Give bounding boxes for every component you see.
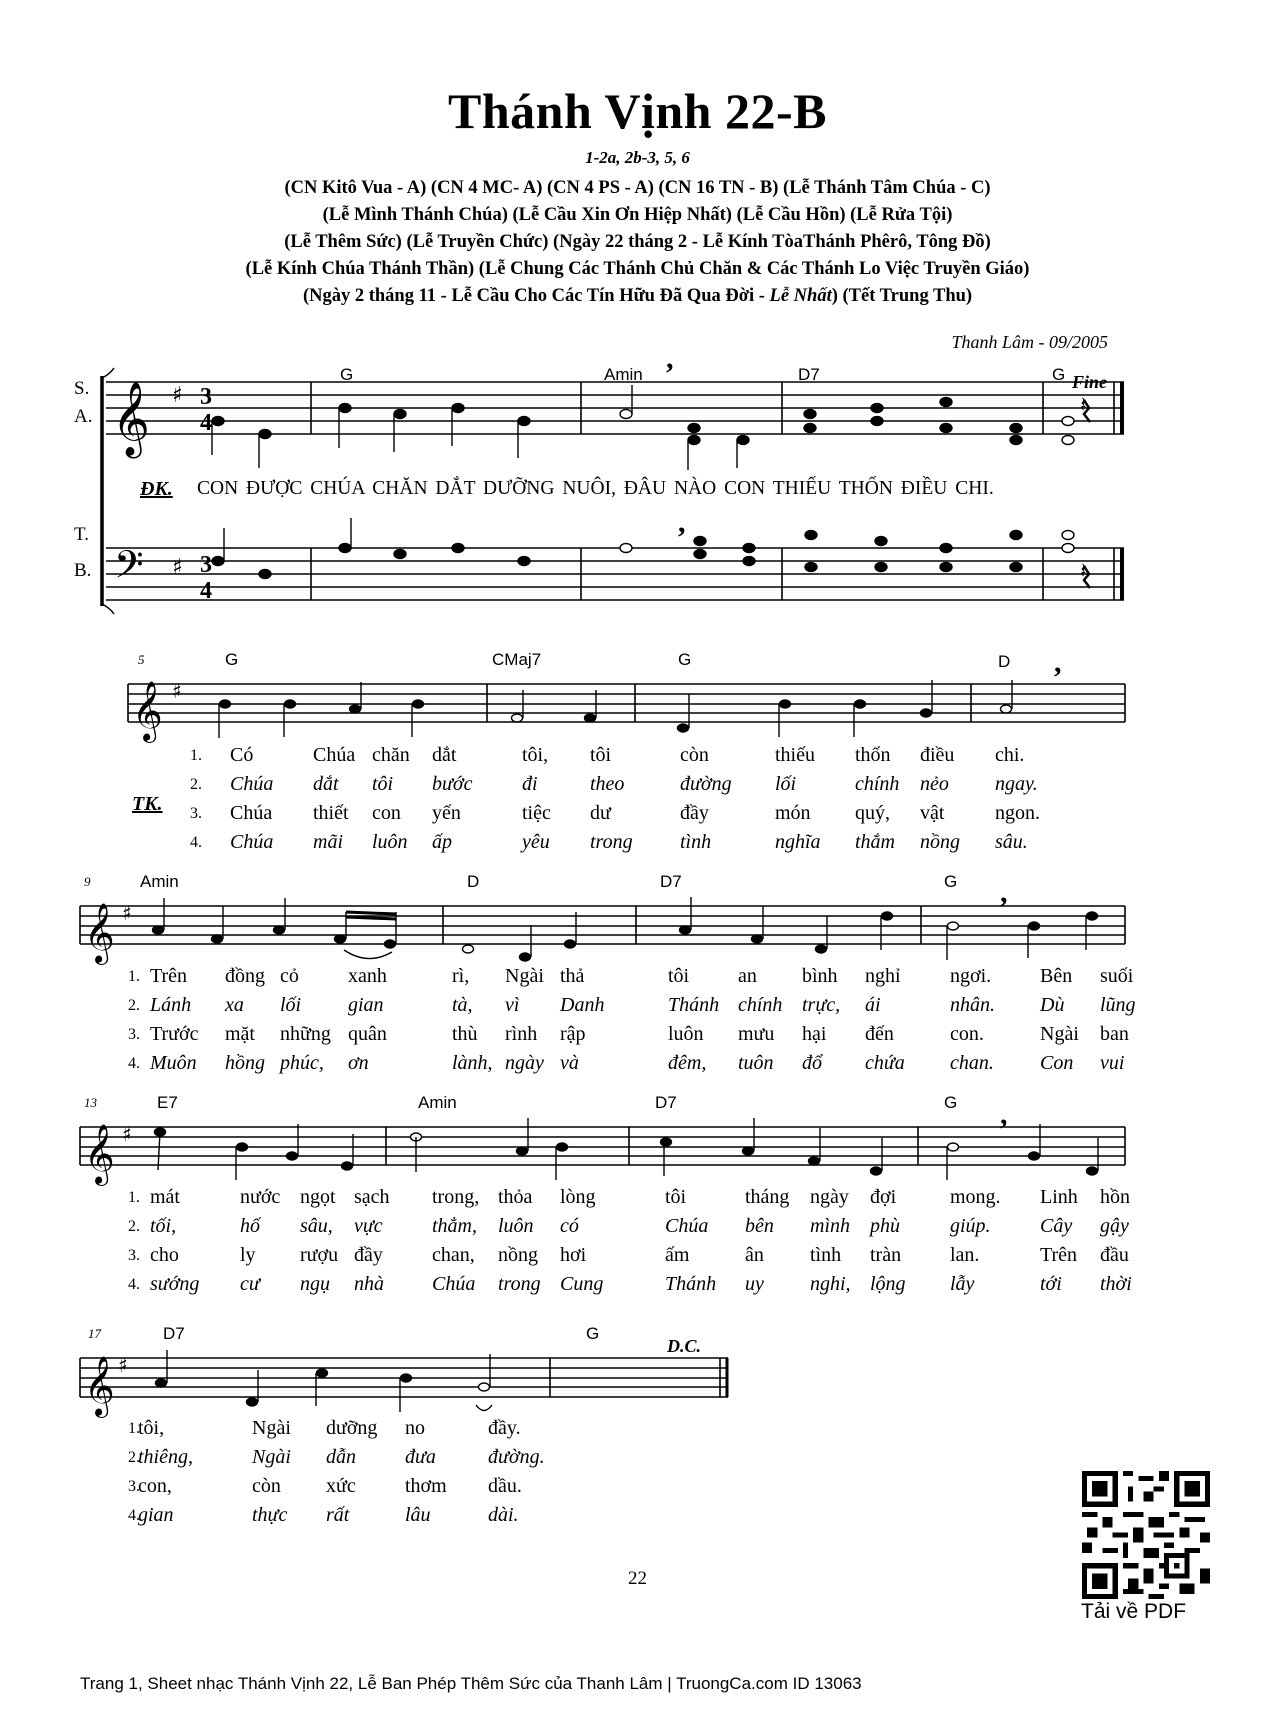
lyric-syllable: tình <box>680 831 712 853</box>
verse-number: 1. <box>190 747 202 764</box>
lyric-syllable: tối, <box>150 1215 177 1237</box>
chord-symbol: Amin <box>604 365 643 384</box>
lyric-syllable: thù <box>452 1023 478 1045</box>
lyric-syllable: nghi, <box>810 1273 851 1295</box>
lyric-syllable: vì <box>505 994 520 1016</box>
svg-text:4: 4 <box>200 578 212 604</box>
lyric-syllable: lối <box>280 994 302 1016</box>
lyric-syllable: tôi <box>372 773 394 795</box>
treble-clef-icon: 𝄞 <box>112 382 150 456</box>
lyric-syllable: nồng <box>498 1244 538 1266</box>
quarter-rest-icon: 𝄽 <box>1080 559 1087 584</box>
qr-code-icon <box>1082 1470 1210 1600</box>
lyric-syllable: nước <box>240 1186 281 1208</box>
composer-credit: Thanh Lâm - 09/2005 <box>951 332 1108 352</box>
breath-mark-icon: , <box>666 342 674 375</box>
lyric-syllable: thỏa <box>498 1186 533 1208</box>
chord-symbol: Amin <box>140 872 179 891</box>
lyric-syllable: dưỡng <box>326 1417 378 1439</box>
fine-marker: Fine <box>1072 372 1108 392</box>
lyric-syllable: chan, <box>432 1244 475 1266</box>
lyric-syllable: dẫn <box>326 1446 356 1468</box>
svg-text:3: 3 <box>200 552 212 578</box>
lyric-syllable: sâu, <box>300 1215 333 1237</box>
verse-number: 4. <box>190 834 202 851</box>
lyric-syllable: mưu <box>738 1023 775 1045</box>
lyric-syllable: Dù <box>1040 994 1065 1016</box>
sharp-icon: ♯ <box>122 1122 132 1146</box>
lyric-syllable: mình <box>810 1215 850 1237</box>
lyric-syllable: đường. <box>488 1446 545 1468</box>
lyric-syllable: rì, <box>452 965 470 987</box>
da-capo-marker: D.C. <box>667 1336 702 1356</box>
lyric-syllable: thiêng, <box>138 1446 193 1468</box>
chord-symbol: CMaj7 <box>492 650 542 669</box>
lyric-syllable: cỏ <box>280 965 299 987</box>
lyric-syllable: Ngài <box>252 1446 291 1468</box>
lyric-syllable: Chúa <box>432 1273 476 1295</box>
chord-symbol: D <box>998 652 1011 671</box>
lyric-syllable: Cây <box>1040 1215 1073 1237</box>
page-footer: Trang 1, Sheet nhạc Thánh Vịnh 22, Lễ Ban Phép Thêm Sức của Thanh Lâm | TruongCa.com ID 13063 <box>80 1674 862 1693</box>
lyric-syllable: tà, <box>452 994 473 1016</box>
lyric-syllable: trực, <box>802 994 841 1016</box>
lyric-syllable: tiệc <box>522 802 551 824</box>
lyric-syllable: thời <box>1100 1273 1132 1295</box>
verse-number: 4. <box>128 1055 140 1072</box>
lyric-syllable: quân <box>348 1023 387 1045</box>
lyric-syllable: ấp <box>432 831 452 853</box>
occasion-line: (Lễ Mình Thánh Chúa) (Lễ Cầu Xin Ơn Hiệp Nhất) (Lễ Cầu Hồn) (Lễ Rửa Tội) <box>322 205 953 225</box>
lyric-syllable: mãi <box>313 831 343 853</box>
occasion-line: (Ngày 2 tháng 11 - Lễ Cầu Cho Các Tín Hữu Đã Qua Đời - Lễ Nhất) (Tết Trung Thu) <box>302 286 973 306</box>
lyric-syllable: Chúa <box>230 831 274 853</box>
lyric-syllable: Con <box>1040 1052 1074 1074</box>
lyric-syllable: món <box>775 802 811 824</box>
lyric-syllable: rượu <box>300 1244 339 1266</box>
chord-symbol: G <box>944 872 958 891</box>
treble-clef-icon: 𝄞 <box>84 1356 115 1416</box>
lyric-syllable: yêu <box>522 831 550 853</box>
lyric-syllable: yến <box>432 802 461 824</box>
svg-text:3: 3 <box>200 384 212 410</box>
chord-symbol: D7 <box>798 365 820 384</box>
lyric-syllable: vui <box>1100 1052 1125 1074</box>
quarter-rest-icon: 𝄽 <box>1080 393 1087 418</box>
breath-mark-icon: , <box>1054 646 1062 679</box>
measure-number: 9 <box>84 874 91 889</box>
lyric-syllable: thẳm, <box>432 1215 477 1237</box>
lyric-syllable: tôi <box>668 965 690 987</box>
lyric-syllable: tuôn <box>738 1052 774 1074</box>
lyric-syllable: rình <box>505 1023 538 1045</box>
lyric-syllable: đưa <box>405 1446 436 1468</box>
treble-clef-icon: 𝄞 <box>84 903 115 963</box>
download-pdf-link[interactable]: Tải về PDF <box>1081 1600 1187 1623</box>
lyric-syllable: Muôn <box>150 1052 197 1074</box>
lyric-syllable: sạch <box>354 1186 390 1208</box>
verse-number: 4. <box>128 1507 140 1524</box>
lyric-syllable: dầu. <box>488 1475 522 1497</box>
verse-number: 2. <box>128 1449 140 1466</box>
breath-mark-icon: , <box>678 506 686 539</box>
verse-number: 3. <box>128 1026 140 1043</box>
lyric-syllable: uy <box>745 1273 764 1295</box>
lyric-syllable: ngay. <box>995 773 1038 795</box>
lyric-syllable: Cung <box>560 1273 604 1295</box>
lyric-syllable: đường <box>680 773 732 795</box>
fermata-icon <box>476 1405 492 1411</box>
lyric-syllable: Trước <box>150 1023 199 1045</box>
lyric-syllable: ban <box>1100 1023 1129 1045</box>
lyric-syllable: Chúa <box>313 744 356 766</box>
lyric-syllable: hố <box>240 1215 260 1237</box>
lyric-syllable: gian <box>138 1504 174 1526</box>
lyric-syllable: lòng <box>560 1186 596 1208</box>
lyric-syllable: mong. <box>950 1186 1001 1208</box>
voice-label-alto: A. <box>74 406 93 427</box>
voice-label-soprano: S. <box>74 378 90 399</box>
lyric-syllable: hại <box>802 1023 827 1045</box>
lyric-syllable: nghỉ <box>865 965 901 987</box>
chord-symbol: G <box>1052 365 1066 384</box>
lyric-syllable: bước <box>432 773 473 795</box>
lyric-syllable: đồng <box>225 965 265 987</box>
lyric-syllable: ngày <box>505 1052 544 1074</box>
lyric-syllable: quý, <box>855 802 890 824</box>
lyric-syllable: ngày <box>810 1186 849 1208</box>
lyric-syllable: hồn <box>1100 1186 1130 1208</box>
lyric-syllable: chứa <box>865 1052 905 1074</box>
sharp-icon: ♯ <box>118 1353 128 1377</box>
lyric-syllable: Linh <box>1040 1186 1078 1208</box>
chord-symbol: G <box>340 365 354 384</box>
lyric-syllable: mát <box>150 1186 180 1208</box>
staff-soprano-alto <box>106 382 1124 434</box>
lyric-syllable: ngọt <box>300 1186 336 1208</box>
lyric-syllable: nhà <box>354 1273 384 1295</box>
lyric-syllable: phù <box>870 1215 900 1237</box>
lyric-syllable: Ngài <box>1040 1023 1079 1045</box>
lyric-syllable: Chúa <box>230 773 274 795</box>
lyric-syllable: luôn <box>498 1215 534 1237</box>
chord-symbol: G <box>225 650 239 669</box>
sharp-icon: ♯ <box>172 679 182 703</box>
lyric-syllable: thả <box>560 965 585 987</box>
lyric-syllable: rập <box>560 1023 586 1045</box>
lyric-syllable: ngơi. <box>950 965 992 987</box>
lyric-syllable: đầy <box>354 1244 383 1266</box>
svg-text:4: 4 <box>200 410 212 436</box>
lyric-syllable: ly <box>240 1244 256 1266</box>
verse-number: 1. <box>128 1420 140 1437</box>
lyric-syllable: tôi <box>590 744 612 766</box>
lyric-syllable: chính <box>738 994 783 1016</box>
lyric-syllable: vật <box>920 802 945 824</box>
lyric-syllable: còn <box>252 1475 281 1497</box>
lyric-syllable: chi. <box>995 744 1025 766</box>
chord-symbol: D7 <box>660 872 682 891</box>
lyric-syllable: thực <box>252 1504 288 1526</box>
lyric-syllable: xanh <box>348 965 387 987</box>
lyric-syllable: chăn <box>372 744 410 766</box>
lyric-syllable: thiếu <box>775 744 815 766</box>
chord-symbol: Amin <box>418 1093 457 1112</box>
lyric-syllable: vực <box>354 1215 383 1237</box>
lyric-syllable: phúc, <box>280 1052 324 1074</box>
lyric-syllable: đầu <box>1100 1244 1129 1266</box>
lyric-syllable: sâu. <box>995 831 1028 853</box>
bass-clef-icon: 𝄢 <box>114 542 144 596</box>
measure-number: 17 <box>88 1326 101 1341</box>
chord-symbol: E7 <box>157 1093 178 1112</box>
lyric-syllable: có <box>560 1215 579 1237</box>
lyric-syllable: mặt <box>225 1023 255 1045</box>
verse-number: 4. <box>128 1276 140 1293</box>
verse-number: 2. <box>128 997 140 1014</box>
lyric-syllable: gậy <box>1100 1215 1129 1237</box>
lyric-syllable: sướng <box>150 1273 200 1295</box>
verse-number: 1. <box>128 1189 140 1206</box>
lyric-syllable: chính <box>855 773 900 795</box>
verse-number: 2. <box>128 1218 140 1235</box>
lyric-syllable: suối <box>1100 965 1134 987</box>
lyric-syllable: no <box>405 1417 425 1439</box>
lyric-syllable: Danh <box>560 994 605 1016</box>
lyric-syllable: và <box>560 1052 579 1074</box>
lyric-syllable: thắm <box>855 831 895 853</box>
lyric-syllable: lan. <box>950 1244 980 1266</box>
verse-number: 3. <box>128 1478 140 1495</box>
sharp-icon: ♯ <box>122 901 132 925</box>
refrain-lyrics: CON ĐƯỢC CHÚA CHĂN DẮT DƯỠNG NUÔI, ĐÂU NÀO CON THIẾU THỐN ĐIỀU CHI. <box>197 478 994 499</box>
lyric-syllable: tôi, <box>522 744 549 766</box>
lyric-syllable: hơi <box>560 1244 587 1266</box>
lyric-syllable: lâu <box>405 1504 431 1526</box>
lyric-syllable: Chúa <box>665 1215 709 1237</box>
lyric-syllable: trong <box>590 831 633 853</box>
lyric-syllable: ân <box>745 1244 764 1266</box>
lyric-syllable: luôn <box>372 831 408 853</box>
lyric-syllable: đổ <box>802 1052 822 1074</box>
occasion-line: (Lễ Thêm Sức) (Lễ Truyền Chức) (Ngày 22 tháng 2 - Lễ Kính TòaThánh Phêrô, Tông Đồ) <box>284 232 991 252</box>
occasion-line: (CN Kitô Vua - A) (CN 4 MC- A) (CN 4 PS - A) (CN 16 TN - B) (Lễ Thánh Tâm Chúa - C) <box>284 178 991 198</box>
lyric-syllable: ơn <box>348 1052 369 1074</box>
lyric-syllable: con, <box>138 1475 172 1497</box>
chord-symbol: D <box>467 872 480 891</box>
measure-number: 5 <box>138 652 145 667</box>
breath-mark-icon: , <box>1000 876 1008 909</box>
lyric-syllable: Bên <box>1040 965 1073 987</box>
lyric-syllable: lộng <box>870 1273 906 1295</box>
lyric-syllable: ngụ <box>300 1273 330 1295</box>
verse-number: 3. <box>128 1247 140 1264</box>
page-number: 22 <box>628 1568 647 1589</box>
lyric-syllable: Ngài <box>505 965 544 987</box>
refrain-label: ĐK. <box>140 478 173 500</box>
lyric-syllable: nhân. <box>950 994 995 1016</box>
lyric-syllable: lành, <box>452 1052 493 1074</box>
lyric-syllable: trong, <box>432 1186 480 1208</box>
lyric-syllable: dài. <box>488 1504 519 1526</box>
lyric-syllable: nghĩa <box>775 831 821 853</box>
lyric-syllable: bình <box>802 965 838 987</box>
lyric-syllable: điều <box>920 744 955 766</box>
lyric-syllable: thiết <box>313 802 349 824</box>
lyric-syllable: đêm, <box>668 1052 707 1074</box>
lyric-syllable: Ngài <box>252 1417 291 1439</box>
lyric-syllable: xức <box>326 1475 356 1497</box>
chord-symbol: G <box>586 1324 600 1343</box>
lyric-syllable: an <box>738 965 757 987</box>
lyric-syllable: dắt <box>432 744 457 766</box>
lyric-syllable: ấm <box>665 1244 690 1266</box>
lyric-syllable: con. <box>950 1023 984 1045</box>
lyric-syllable: gian <box>348 994 384 1016</box>
treble-clef-icon: 𝄞 <box>84 1124 115 1184</box>
lyric-syllable: Lánh <box>150 994 192 1016</box>
breath-mark-icon: , <box>1000 1098 1008 1131</box>
lyric-syllable: trong <box>498 1273 541 1295</box>
lyric-syllable: luôn <box>668 1023 704 1045</box>
lyric-syllable: tôi <box>665 1186 687 1208</box>
lyric-syllable: tôi, <box>138 1417 165 1439</box>
treble-clef-icon: 𝄞 <box>132 681 163 741</box>
lyric-syllable: lẫy <box>950 1273 975 1295</box>
voice-label-tenor: T. <box>74 524 89 545</box>
verse-number: 3. <box>190 805 202 822</box>
lyric-syllable: Có <box>230 744 254 766</box>
lyric-syllable: cư <box>240 1273 260 1295</box>
lyric-syllable: lối <box>775 773 797 795</box>
lyric-syllable: Thánh <box>665 1273 717 1295</box>
lyric-syllable: theo <box>590 773 625 795</box>
lyric-syllable: tới <box>1040 1273 1062 1295</box>
chord-symbol: D7 <box>163 1324 185 1343</box>
lyric-syllable: nẻo <box>920 773 949 795</box>
lyric-syllable: hồng <box>225 1052 265 1074</box>
lyric-syllable: chan. <box>950 1052 994 1074</box>
staff-verse-line-1 <box>128 684 1125 722</box>
lyric-syllable: đi <box>522 773 538 795</box>
lyric-syllable: cho <box>150 1244 179 1266</box>
verse-number: 2. <box>190 776 202 793</box>
lyric-syllable: tràn <box>870 1244 902 1266</box>
song-title: Thánh Vịnh 22-B <box>448 83 827 139</box>
lyric-syllable: đầy <box>680 802 709 824</box>
staff-verse-line-2 <box>80 906 1125 944</box>
lyric-syllable: giúp. <box>950 1215 991 1237</box>
lyric-syllable: nồng <box>920 831 960 853</box>
chord-symbol: G <box>944 1093 958 1112</box>
lyric-syllable: tình <box>810 1244 842 1266</box>
lyric-syllable: thơm <box>405 1475 447 1497</box>
sharp-icon: ♯ <box>172 383 183 408</box>
lyric-syllable: đến <box>865 1023 894 1045</box>
lyric-syllable: ái <box>865 994 881 1016</box>
lyric-syllable: ngon. <box>995 802 1040 824</box>
sharp-icon: ♯ <box>172 555 183 580</box>
lyric-syllable: Chúa <box>230 802 273 824</box>
lyric-syllable: Trên <box>1040 1244 1078 1266</box>
lyric-syllable: Trên <box>150 965 188 987</box>
lyric-syllable: xa <box>225 994 244 1016</box>
lyric-syllable: dư <box>590 802 611 824</box>
chord-symbol: G <box>678 650 692 669</box>
lyric-syllable: bên <box>745 1215 774 1237</box>
psalm-verses: 1-2a, 2b-3, 5, 6 <box>585 148 690 167</box>
lyric-syllable: rất <box>326 1504 350 1526</box>
occasion-line: (Lễ Kính Chúa Thánh Thần) (Lễ Chung Các Thánh Chủ Chăn & Các Thánh Lo Việc Truyền Giáo) <box>245 259 1030 279</box>
verse-section-label: TK. <box>132 793 163 815</box>
lyric-syllable: những <box>280 1023 331 1045</box>
lyric-syllable: lũng <box>1100 994 1136 1016</box>
qr-code[interactable] <box>1082 1470 1210 1600</box>
lyric-syllable: dắt <box>313 773 339 795</box>
measure-number: 13 <box>84 1095 97 1110</box>
verse-number: 1. <box>128 968 140 985</box>
lyric-syllable: đầy. <box>488 1417 521 1439</box>
voice-label-bass: B. <box>74 560 92 581</box>
chord-symbol: D7 <box>655 1093 677 1112</box>
lyric-syllable: thốn <box>855 744 891 766</box>
lyric-syllable: đợi <box>870 1186 897 1208</box>
lyric-syllable: con <box>372 802 401 824</box>
lyric-syllable: Thánh <box>668 994 720 1016</box>
lyric-syllable: còn <box>680 744 709 766</box>
lyric-syllable: tháng <box>745 1186 790 1208</box>
